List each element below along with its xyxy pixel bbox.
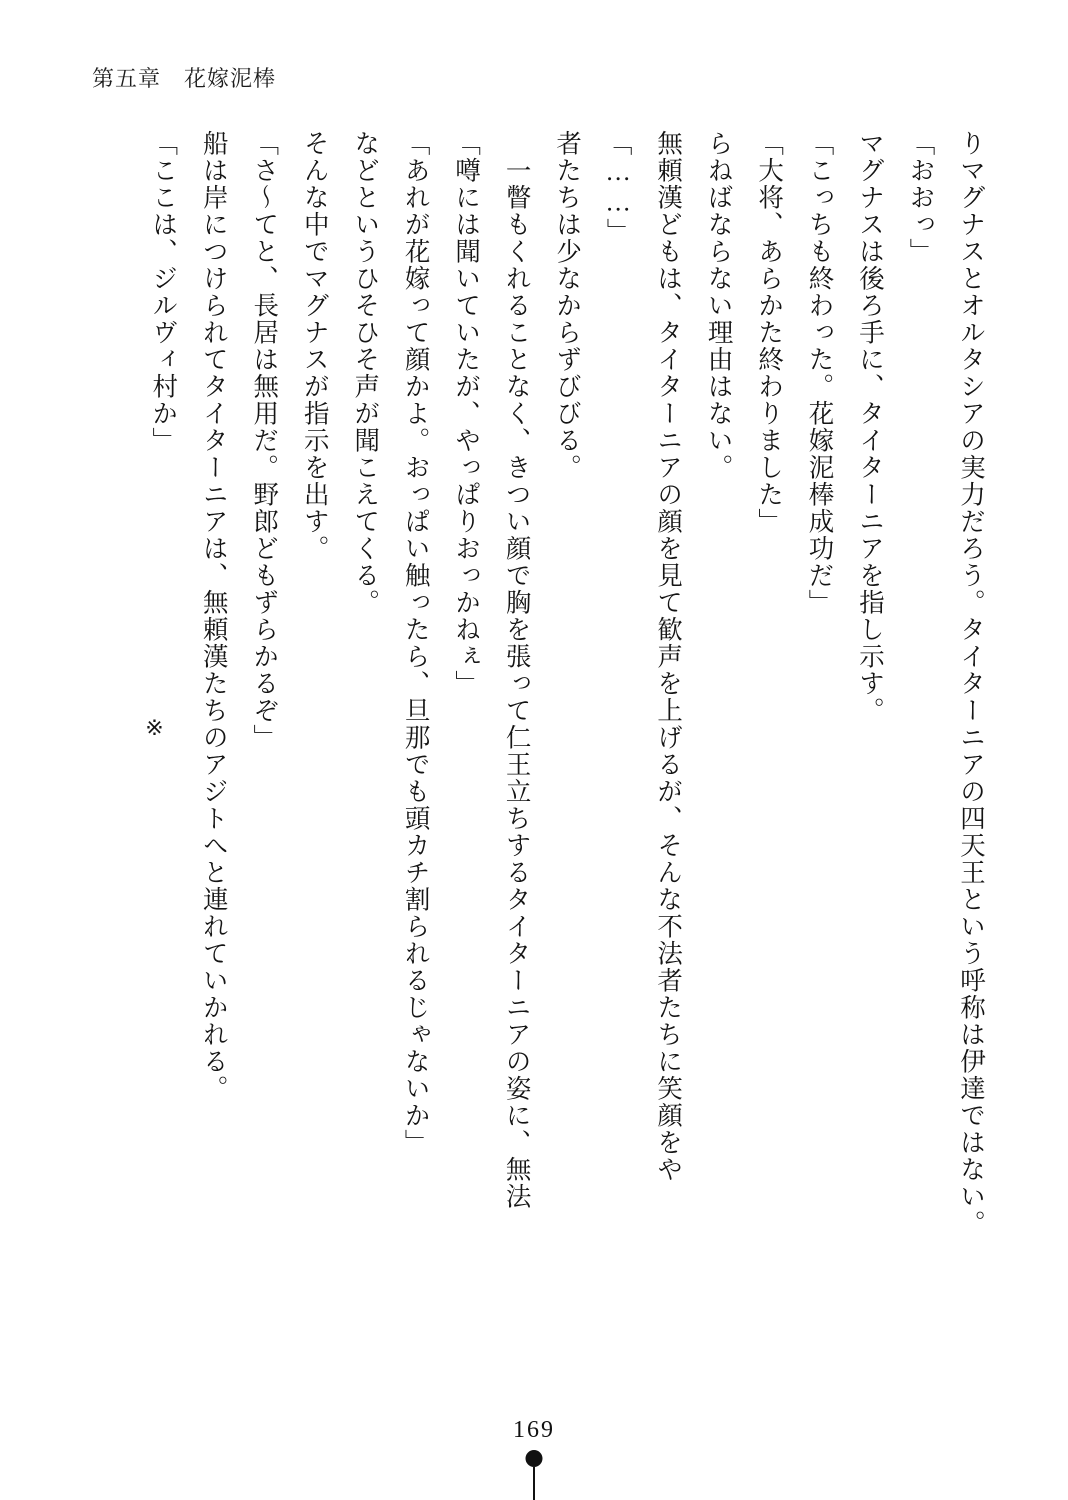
reference-mark: ※ (143, 716, 168, 741)
paragraph: そんな中でマグナスが指示を出す。 (300, 130, 330, 562)
page-ornament (523, 1444, 545, 1500)
paragraph: マグナスは後ろ手に、タイターニアを指し示す。 (856, 130, 886, 724)
paragraph: りマグナスとオルタシアの実力だろう。タイターニアの四天王という呼称は伊達ではない。 (957, 130, 986, 1237)
paragraph: 「……」 (603, 130, 633, 245)
paragraph: 「あれが花嫁って顔かよ。おっぱい触ったら、旦那でも頭カチ割られるじゃないか」 (401, 130, 431, 1156)
paragraph: 者たちは少なからずびびる。 (553, 130, 583, 481)
paragraph: 「大将、あらかた終わりました」 (755, 130, 785, 535)
body-text (126, 130, 996, 1380)
paragraph: らねばならない理由はない。 (704, 130, 734, 481)
paragraph: 船は岸につけられてタイターニアは、無頼漢たちのアジトへと連れていかれる。 (199, 130, 229, 1102)
paragraph: 「噂には聞いていたが、やっぱりおっかねぇ」 (452, 130, 482, 697)
page-number: 169 (513, 1417, 555, 1443)
paragraph: 「さ～てと、長居は無用だ。野郎どもずらかるぞ」 (250, 130, 280, 751)
paragraph: 一瞥もくれることなく、きつい顔で胸を張って仁王立ちするタイターニアの姿に、無法 (502, 130, 532, 1210)
ornament-stem-icon (533, 1467, 535, 1500)
chapter-header: 第五章 花嫁泥棒 (92, 66, 277, 91)
paragraph: 「おおっ」 (906, 130, 936, 265)
paragraph: などというひそひそ声が聞こえてくる。 (351, 130, 381, 616)
ornament-dot-icon (526, 1450, 543, 1467)
paragraph: 「こっちも終わった。花嫁泥棒成功だ」 (805, 130, 835, 616)
paragraph: 無頼漢どもは、タイターニアの顔を見て歓声を上げるが、そんな不法者たちに笑顔をや (654, 130, 684, 1183)
paragraph: 「ここは、ジルヴィ村か」 (149, 130, 179, 454)
